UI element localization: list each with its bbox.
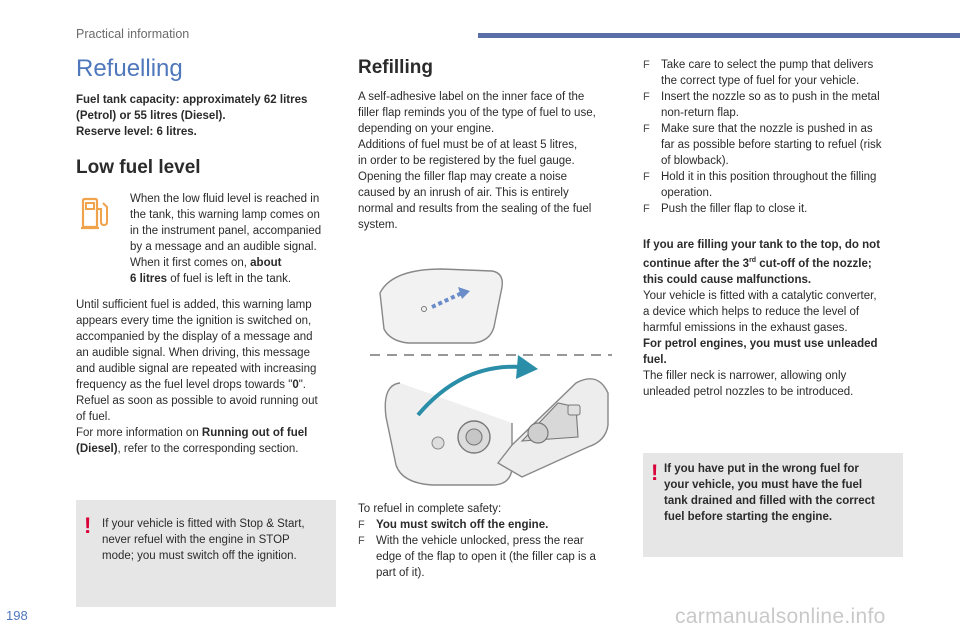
page-number: 198 [6, 608, 28, 623]
step-item: F Push the filler flap to close it. [643, 203, 808, 215]
step-item: F Hold it in this position throughout the filling operation. [643, 171, 877, 199]
refilling-paragraph: A self-adhesive label on the inner face of the filler flap reminds you of the type of fuel to use, depending on your engine. Additions of fuel must be of at least 5 litres, in order to be registered by the fuel gauge. Opening the filler flap may create a noise caused by an inrush of air. This is entirely normal and results from the sealing of the fuel system. [358, 91, 596, 231]
link-running-out-of-fuel[interactable]: Running out of fuel [201, 427, 308, 439]
safety-section: To refuel in complete safety: F You must switch off the engine. F With the vehicle unlocked, press the rear edge of the flap to open it (the filler cap is a part of it). [358, 501, 626, 581]
low-fuel-paragraph-2: Until sufficient fuel is added, this warning lamp appears every time the ignition is switched on, accompanied by the display of a message and an audible signal. When driving, this message and audible signal are repeated with increasing frequency as the fuel level drops towards "0". Refuel as soon as possible to avoid running out of fuel. For more information on Running out of fuel (Diesel), refer to the corresponding section. [76, 299, 318, 455]
warning-icon: ! [651, 460, 659, 485]
safety-item: F With the vehicle unlocked, press the rear edge of the flap to open it (the filler cap is a part of it). [358, 535, 596, 579]
watermark: carmanualsonline.info [675, 605, 886, 628]
note-wrong-fuel [643, 453, 903, 557]
warning-icon: ! [84, 513, 92, 538]
fuel-pump-icon [80, 195, 110, 233]
fill-warning-block: If you are filling your tank to the top, do not continue after the 3rd cut-off of the nozzle; this could cause malfunctions. Your vehicle is fitted with a catalytic converter, a device which helps to reduce the level of harmful emissions in the exhaust gases. For petrol engines, you must use unleaded fuel. The filler neck is narrower, allowing only unleaded petrol nozzles to be introduced. [643, 239, 881, 398]
low-fuel-paragraph-1: When the low fluid level is reached in the tank, this warning lamp comes on in the instrument panel, accompanied by a message and an audible signal. When it first comes on, about 6 litres of fuel is left in the tank. [130, 193, 322, 285]
refilling-heading: Refilling [358, 57, 433, 78]
note-stop-start [76, 500, 336, 607]
header-bar [478, 33, 960, 38]
step-item: F Make sure that the nozzle is pushed in as far as possible before starting to refuel (risk of blowback). [643, 123, 882, 167]
header-section-title: Practical information [76, 27, 190, 41]
fuel-filler-flap-illustration [362, 255, 622, 495]
step-item: F Insert the nozzle so as to push in the metal non-return flap. [643, 91, 880, 119]
note-wrong-fuel-text: If you have put in the wrong fuel for your vehicle, you must have the fuel tank drained and filled with the correct fuel before starting the engine. [664, 463, 875, 523]
safety-item: F You must switch off the engine. [358, 519, 549, 531]
step-item: F Take care to select the pump that delivers the correct type of fuel for your vehicle. [643, 59, 874, 87]
note-stop-start-text: If your vehicle is fitted with Stop & Start, never refuel with the engine in STOP mode; you must switch off the ignition. [102, 518, 305, 562]
page-title: Refuelling [76, 55, 183, 82]
low-fuel-heading: Low fuel level [76, 157, 201, 178]
tank-capacity: Fuel tank capacity: approximately 62 litres (Petrol) or 55 litres (Diesel). Reserve level: 6 litres. [76, 94, 308, 138]
refuel-steps [643, 57, 913, 217]
link-diesel[interactable]: (Diesel) [76, 443, 118, 455]
